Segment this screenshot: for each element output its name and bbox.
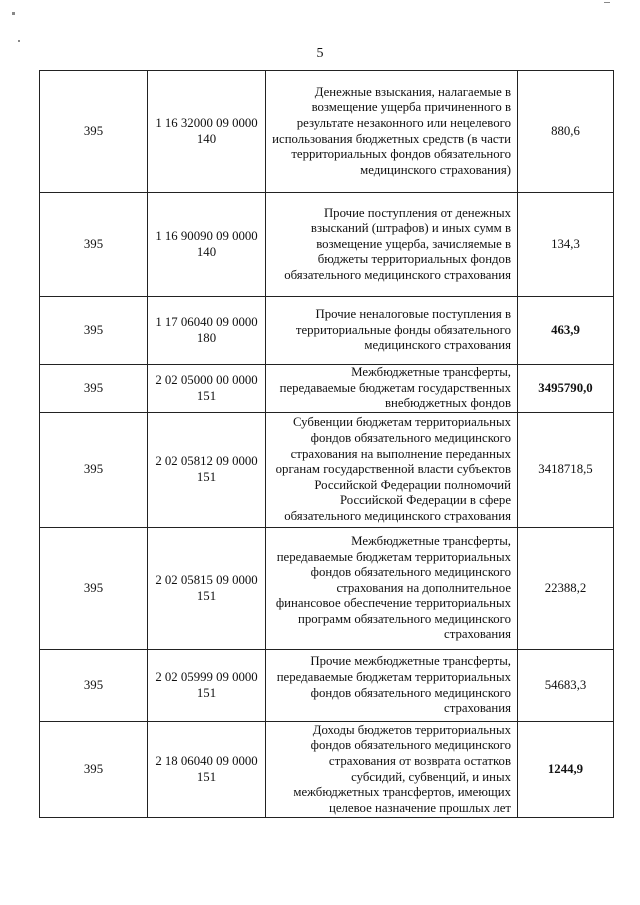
scan-speck	[12, 12, 15, 15]
classification-code-cell: 1 17 06040 09 0000 180	[148, 297, 266, 365]
table-row	[40, 650, 614, 722]
revenue-name-cell: Прочие неналоговые поступления в территориальные фонды обязательного медицинского страхования	[266, 297, 518, 365]
amount-cell: 3418718,5	[518, 413, 614, 528]
classification-code-cell: 1 16 32000 09 0000 140	[148, 71, 266, 193]
amount-cell: 1244,9	[518, 722, 614, 818]
table-row	[40, 297, 614, 365]
amount-cell: 3495790,0	[518, 365, 614, 413]
table-row	[40, 722, 614, 818]
table-row	[40, 365, 614, 413]
classification-code-cell: 2 18 06040 09 0000 151	[148, 722, 266, 818]
table-row	[40, 528, 614, 650]
revenue-name-cell: Прочие поступления от денежных взысканий (штрафов) и иных сумм в возмещение ущерба, зачисляемые в бюджеты территориальных фондов обязательного медицинского страхования	[266, 193, 518, 297]
revenue-name-cell: Межбюджетные трансферты, передаваемые бюджетам территориальных фондов обязательного медицинского страхования на дополнительное финансовое обеспечение территориальных программ обязательного медицинского страхования	[266, 528, 518, 650]
admin-code-cell: 395	[40, 413, 148, 528]
admin-code-cell: 395	[40, 528, 148, 650]
revenue-name-cell: Межбюджетные трансферты, передаваемые бюджетам государственных внебюджетных фондов	[266, 365, 518, 413]
amount-cell: 54683,3	[518, 650, 614, 722]
budget-revenue-table	[39, 70, 614, 818]
revenue-name-cell: Субвенции бюджетам территориальных фондов обязательного медицинского страхования на выполнение переданных органам государственной власти субъектов Российской Федерации полномочий Российской Федерации в сфере обязательного медицинского страхования	[266, 413, 518, 528]
admin-code-cell: 395	[40, 71, 148, 193]
revenue-name-cell: Прочие межбюджетные трансферты, передаваемые бюджетам территориальных фондов обязательного медицинского страхования	[266, 650, 518, 722]
admin-code-cell: 395	[40, 297, 148, 365]
classification-code-cell: 2 02 05000 00 0000 151	[148, 365, 266, 413]
table-row	[40, 413, 614, 528]
amount-cell: 880,6	[518, 71, 614, 193]
scan-speck	[604, 2, 610, 3]
classification-code-cell: 2 02 05815 09 0000 151	[148, 528, 266, 650]
amount-cell: 134,3	[518, 193, 614, 297]
scan-speck	[18, 40, 20, 42]
table-row	[40, 193, 614, 297]
admin-code-cell: 395	[40, 722, 148, 818]
table-row	[40, 71, 614, 193]
classification-code-cell: 1 16 90090 09 0000 140	[148, 193, 266, 297]
amount-cell: 463,9	[518, 297, 614, 365]
admin-code-cell: 395	[40, 365, 148, 413]
classification-code-cell: 2 02 05812 09 0000 151	[148, 413, 266, 528]
revenue-name-cell: Денежные взыскания, налагаемые в возмещение ущерба причиненного в результате незаконного или нецелевого использования бюджетных средств (в части территориальных фондов обязательного медицинского страхования)	[266, 71, 518, 193]
classification-code-cell: 2 02 05999 09 0000 151	[148, 650, 266, 722]
amount-cell: 22388,2	[518, 528, 614, 650]
revenue-name-cell: Доходы бюджетов территориальных фондов обязательного медицинского страхования от возврата остатков субсидий, субвенций, и иных межбюджетных трансфертов, имеющих целевое назначение прошлых лет	[266, 722, 518, 818]
page-number: 5	[316, 46, 324, 61]
admin-code-cell: 395	[40, 193, 148, 297]
admin-code-cell: 395	[40, 650, 148, 722]
